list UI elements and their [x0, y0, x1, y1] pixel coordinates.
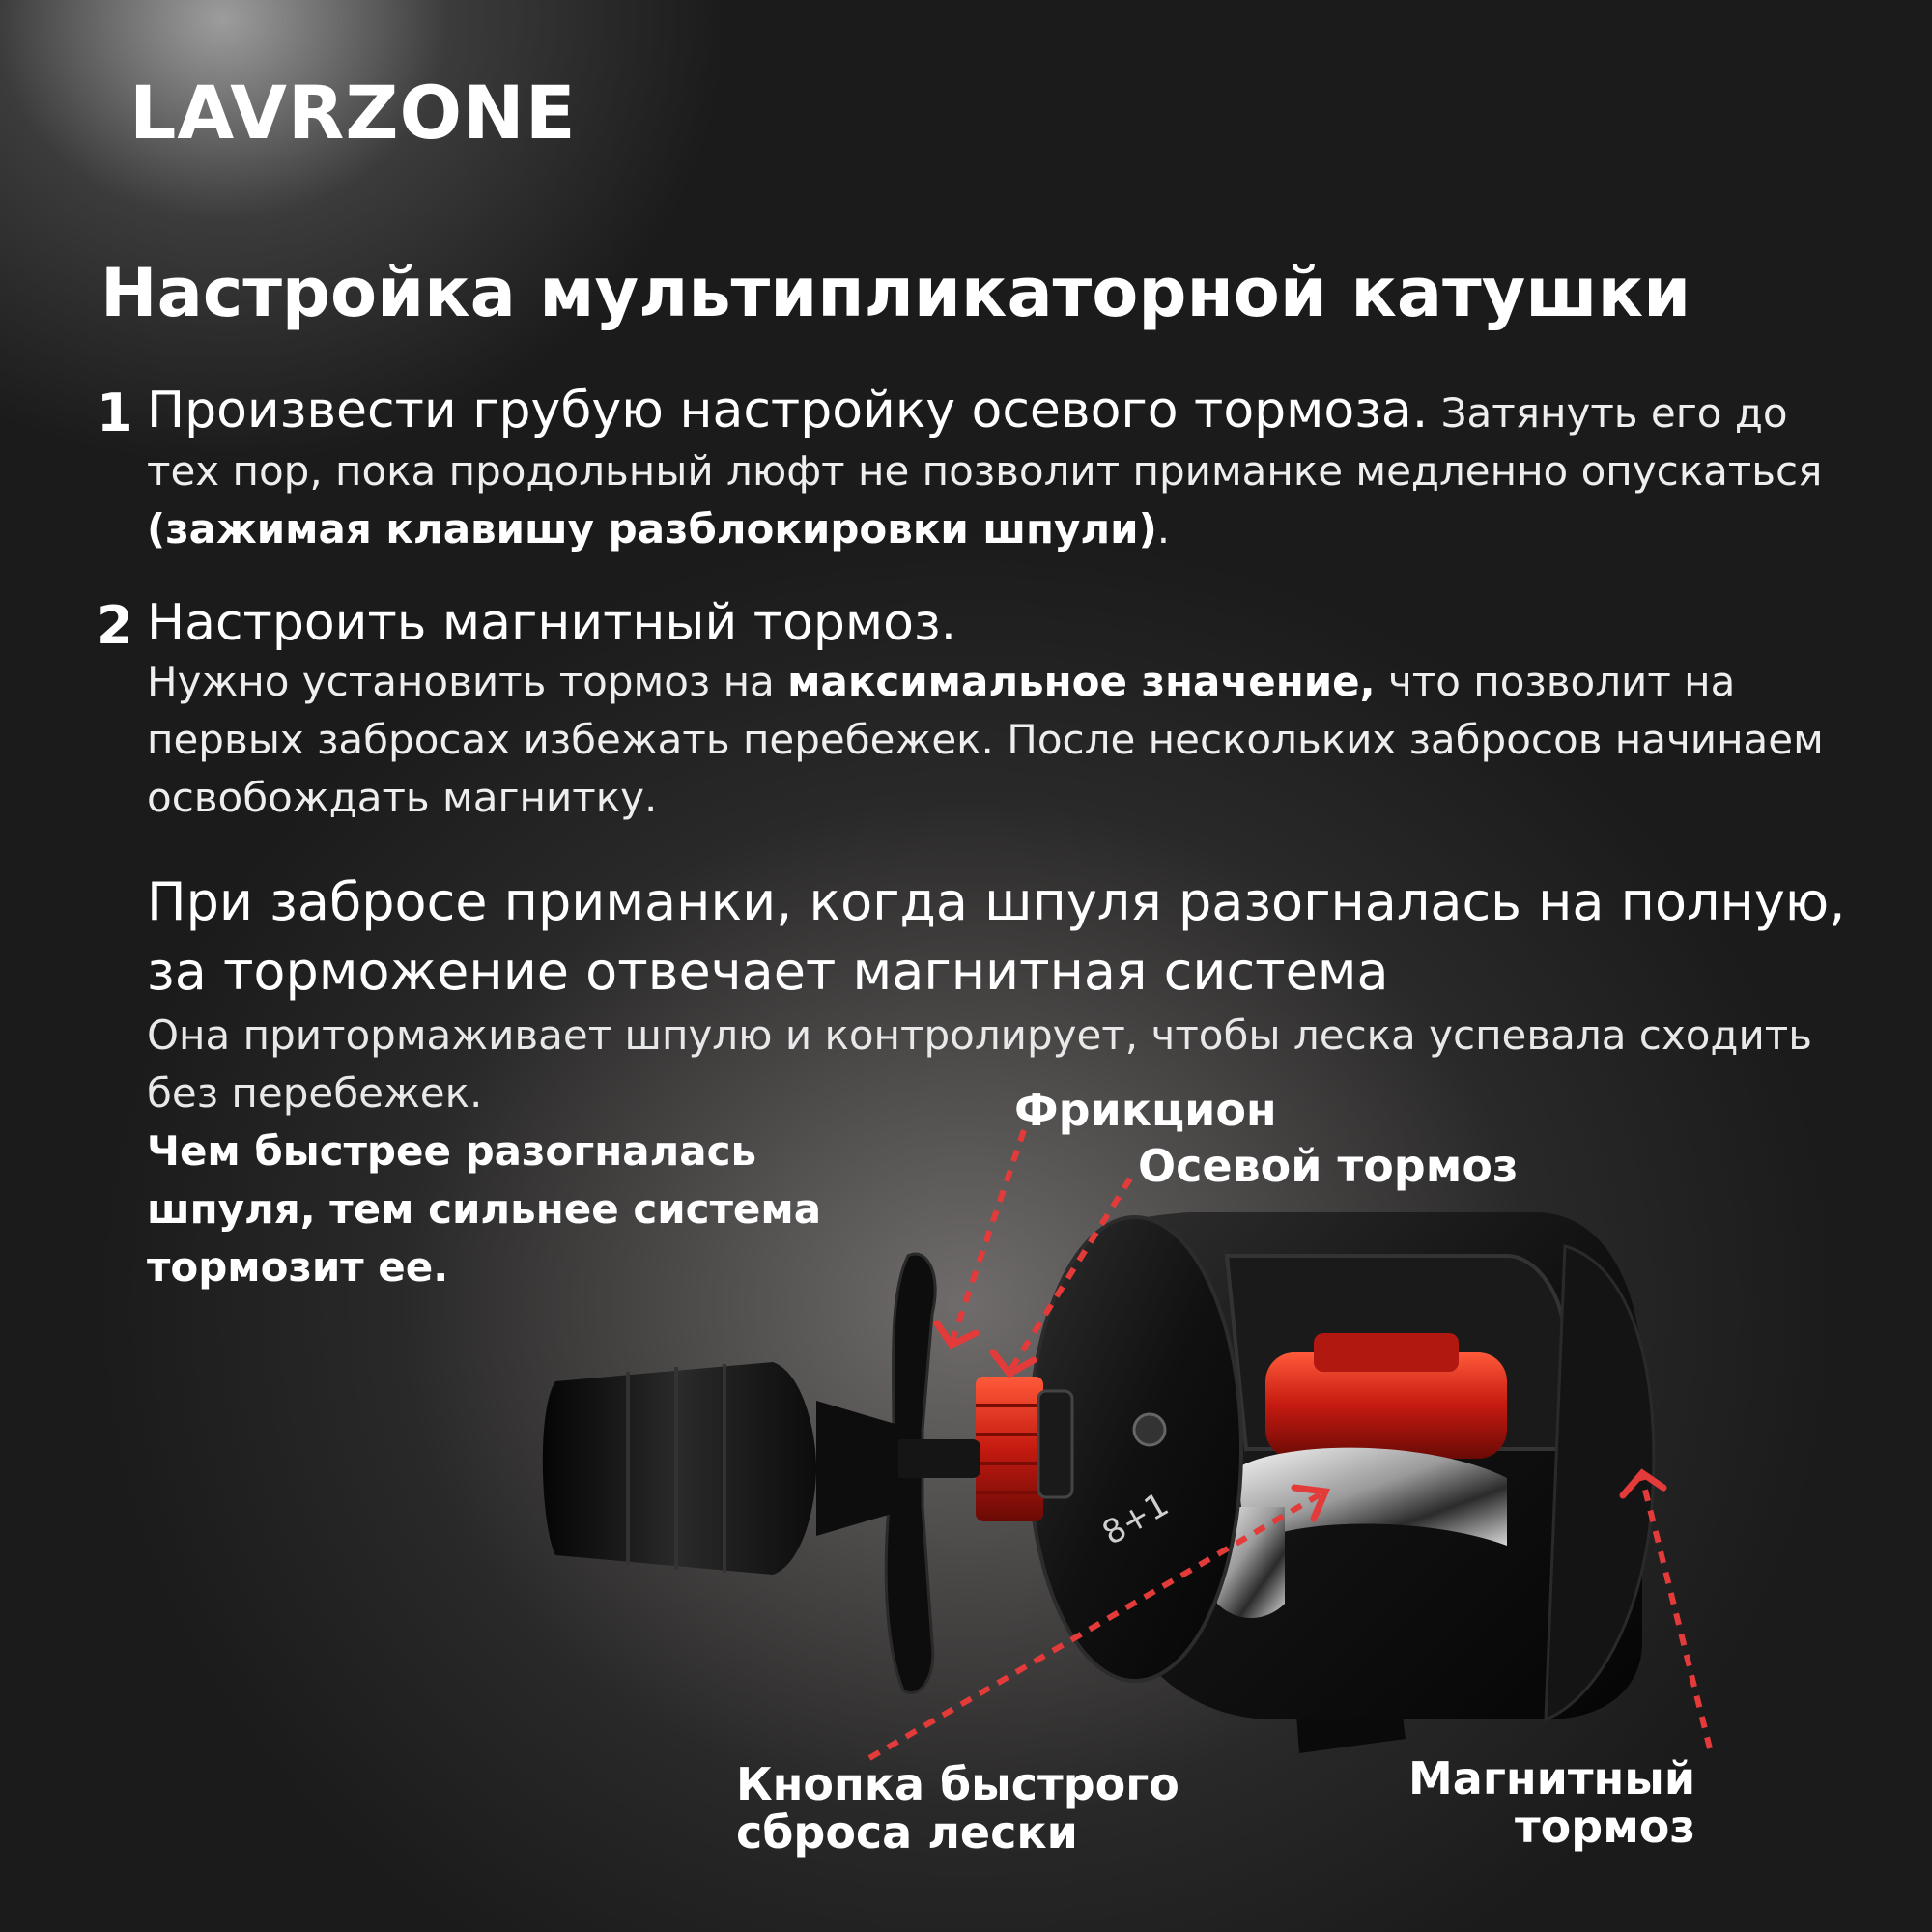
- magnetic-info-text: Она притормаживает шпулю и контролирует, чтобы леска успевала сходить без перебежек.: [147, 1011, 1812, 1117]
- release-button: [1134, 1414, 1165, 1445]
- arrow-friction: [952, 1130, 1024, 1343]
- magnetic-info-bold-1: Чем быстрее разогналась: [147, 1127, 757, 1175]
- step-2-text-end: что позволит на первых забросах избежать перебежек. После нескольких забросов начинаем освобождать магнитку.: [147, 658, 1824, 821]
- step-2-heading: Настроить магнитный тормоз.: [147, 594, 957, 652]
- step-1-text-bold: (зажимая клавишу разблокировки шпули): [147, 505, 1157, 553]
- handle-knob: [543, 1362, 816, 1575]
- step-2-number: 2: [97, 595, 133, 656]
- label-release-button: [736, 1760, 1179, 1857]
- magnetic-info-bold-2: шпуля, тем сильнее система: [147, 1185, 822, 1233]
- step-1-number: 1: [97, 383, 133, 443]
- magnetic-info-heading: При забросе приманки, когда шпуля разогналась на полную, за торможение отвечает магнитная система: [147, 871, 1846, 1002]
- label-axial-brake: Осевой тормоз: [1138, 1140, 1519, 1192]
- step-2-text-bold: максимальное значение,: [787, 658, 1376, 705]
- label-release-line2: сброса лески: [736, 1806, 1078, 1859]
- step-2-text: Нужно установить тормоз на: [147, 658, 788, 705]
- reel-marking: 8+1: [1095, 1485, 1176, 1553]
- brand-logo: LAVRZONE: [129, 70, 577, 156]
- step-1-text-end: .: [1156, 505, 1171, 553]
- label-friction: Фрикцион: [1014, 1084, 1277, 1136]
- step-1-heading: Произвести грубую настройку осевого тормоза.: [147, 382, 1429, 440]
- star-drag: [976, 1377, 1043, 1521]
- label-magnetic-line1: Магнитный: [1408, 1752, 1696, 1804]
- step-1-text: Затянуть его до тех пор, пока продольный люфт не позволит приманке медленно опускаться: [147, 389, 1823, 495]
- axial-brake-cap: [1038, 1391, 1072, 1497]
- label-magnetic-line2: тормоз: [1515, 1801, 1696, 1853]
- label-release-line1: Кнопка быстрого: [736, 1758, 1179, 1810]
- arrow-magnetic: [1642, 1478, 1710, 1748]
- label-magnetic-brake: [1408, 1754, 1695, 1851]
- magnetic-info-bold-3: тормозит ее.: [147, 1243, 449, 1291]
- page-title: Настройка мультипликаторной катушки: [100, 253, 1691, 332]
